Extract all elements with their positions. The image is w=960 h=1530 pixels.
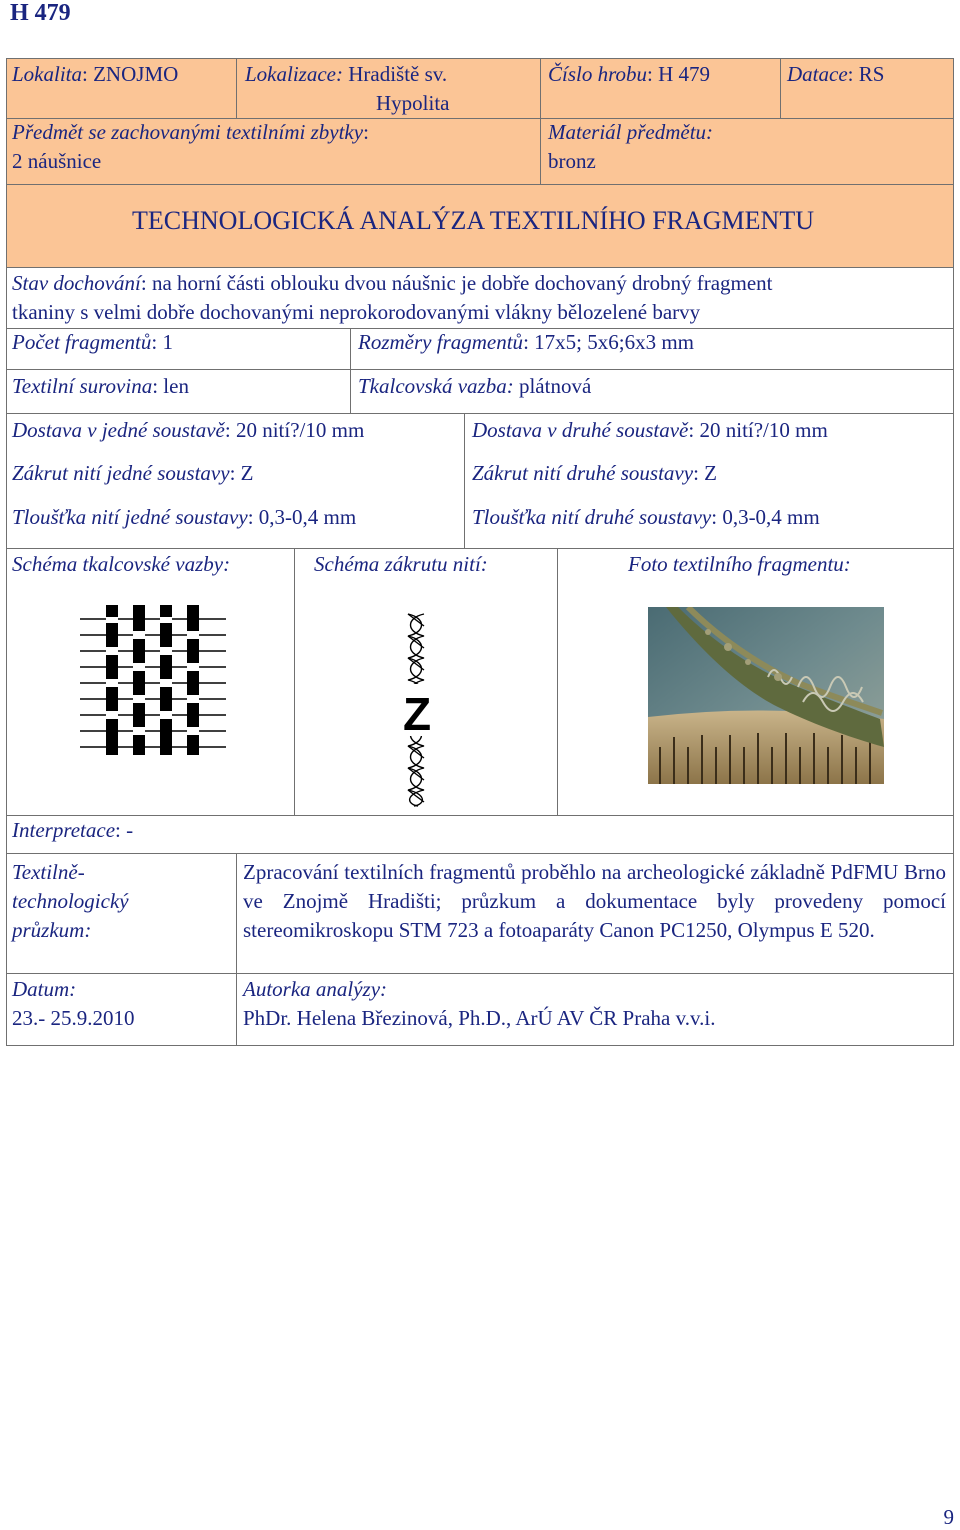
tloustka2-value: 0,3-0,4 mm <box>722 505 820 529</box>
interpretace-value: - <box>126 818 134 842</box>
divider <box>464 413 465 548</box>
tkalcovska-vazba <box>358 372 591 401</box>
divider <box>6 973 954 974</box>
twist-diagram <box>396 612 440 808</box>
zakrut1-label: Zákrut nití jedné soustavy <box>12 461 230 485</box>
predmet-value: 2 náušnice <box>12 149 102 173</box>
tloustka-jedne: Tloušťka nití jedné soustavy: 0,3-0,4 mm <box>12 505 357 529</box>
dostava1-label: Dostava v jedné soustavě <box>12 418 225 442</box>
dostava-jedne: Dostava v jedné soustavě: 20 nití?/10 mm <box>12 418 365 442</box>
zakrut2-value: Z <box>704 461 717 485</box>
surovina-value: len <box>163 374 189 398</box>
divider <box>6 369 954 370</box>
zakrut-jedne: Zákrut nití jedné soustavy: Z <box>12 461 254 485</box>
stav-line1: na horní části oblouku dvou náušnic je dobře dochovaný drobný fragment <box>151 271 773 295</box>
material <box>548 118 713 176</box>
divider <box>780 58 781 118</box>
zakrut1-value: Z <box>240 461 254 485</box>
dostava-druhe: Dostava v druhé soustavě: 20 nití?/10 mm <box>472 418 828 442</box>
divider <box>294 548 295 816</box>
predmet-label: Předmět se zachovanými textilními zbytky <box>12 120 364 144</box>
page-number: 9 <box>943 1505 954 1529</box>
schema-vazby-label: Schéma tkalcovské vazby: <box>12 552 231 576</box>
surovina-label: Textilní surovina <box>12 374 153 398</box>
material-value: bronz <box>548 149 596 173</box>
lokalita: Lokalita: ZNOJMO <box>12 62 179 86</box>
divider <box>236 58 237 118</box>
interpretace: Interpretace: - <box>12 818 134 842</box>
fragment-photo <box>648 607 884 784</box>
datum-label: Datum: <box>12 977 77 1001</box>
datace: Datace: RS <box>787 62 885 86</box>
pruzkum-text: Zpracování textilních fragmentů proběhlo na archeologické základně PdFMU Brno ve Znojmě Hradišti; průzkum a dokumentace byly provedeny pomocí stereomikroskopu STM 723 a fotoaparáty Canon PC1250, Olympus E 520. <box>243 860 946 942</box>
divider <box>236 853 237 1046</box>
material-label: Materiál předmětu: <box>548 120 714 144</box>
twist-letter: Z <box>402 688 432 740</box>
weave-diagram <box>80 605 226 757</box>
divider <box>557 548 558 816</box>
zakrut-druhe: Zákrut nití druhé soustavy: Z <box>472 461 717 485</box>
tloustka1-value: 0,3-0,4 mm <box>258 505 357 529</box>
pocet-fragmentu: Počet fragmentů: 1 <box>12 330 173 354</box>
datace-value: RS <box>858 62 885 86</box>
divider <box>6 853 954 854</box>
zakrut2-label: Zákrut nití druhé soustavy <box>472 461 694 485</box>
textilni-surovina: Textilní surovina: len <box>12 374 189 398</box>
stav-line2: tkaniny s velmi dobře dochovanými neprokorodovanými vlákny bělozelené barvy <box>12 300 701 324</box>
pocet-value: 1 <box>162 330 173 354</box>
tloustka1-label: Tloušťka nití jedné soustavy <box>12 505 248 529</box>
cislo-hrobu: Číslo hrobu: H 479 <box>548 62 711 86</box>
dostava2-label: Dostava v druhé soustavě <box>472 418 689 442</box>
stav-dochovani: Stav dochování: na horní části oblouku dvou náušnic je dobře dochovaný drobný fragment tkaniny s velmi dobře dochovanými neprokorodovanými vlákny bělozelené barvy <box>12 271 773 324</box>
autorka <box>243 975 715 1033</box>
lokalizace-label: Lokalizace: <box>245 62 343 86</box>
schema-zakrutu-label: Schéma zákrutu nití: <box>314 552 488 576</box>
stav-label: Stav dochování <box>12 271 141 295</box>
pocet-label: Počet fragmentů <box>12 330 152 354</box>
lokalizace <box>245 60 535 89</box>
section-heading: TECHNOLOGICKÁ ANALÝZA TEXTILNÍHO FRAGMENTU <box>132 206 814 235</box>
cislo-label: Číslo hrobu <box>548 62 647 86</box>
autorka-value: PhDr. Helena Březinová, Ph.D., ArÚ AV ČR Praha v.v.i. <box>243 1006 716 1030</box>
tloustka2-label: Tloušťka nití druhé soustavy <box>472 505 712 529</box>
divider <box>6 184 954 185</box>
rozmery-label: Rozměry fragmentů <box>358 330 524 354</box>
interpretace-label: Interpretace <box>12 818 116 842</box>
foto-label: Foto textilního fragmentu: <box>628 552 851 576</box>
vazba-value: plátnová <box>518 374 592 398</box>
dostava2-value: 20 nití?/10 mm <box>699 418 828 442</box>
cislo-value: H 479 <box>658 62 711 86</box>
divider <box>6 413 954 414</box>
divider <box>540 58 541 184</box>
datum-value: 23.- 25.9.2010 <box>12 1006 135 1030</box>
tloustka-druhe: Tloušťka nití druhé soustavy: 0,3-0,4 mm <box>472 505 820 529</box>
divider <box>350 328 351 414</box>
page-title: H 479 <box>10 0 71 26</box>
dostava1-value: 20 nití?/10 mm <box>235 418 365 442</box>
pruzkum-label: Textilně- technologický průzkum: <box>12 860 129 942</box>
datace-label: Datace <box>787 62 848 86</box>
rozmery-fragmentu: Rozměry fragmentů: 17x5; 5x6;6x3 mm <box>358 330 694 354</box>
vazba-label: Tkalcovská vazba: <box>358 374 514 398</box>
autorka-label: Autorka analýzy: <box>243 977 388 1001</box>
lokalizace-value-2: Hypolita <box>376 91 450 115</box>
divider <box>6 548 954 549</box>
lokalita-value: ZNOJMO <box>93 62 179 86</box>
rozmery-value: 17x5; 5x6;6x3 mm <box>534 330 694 354</box>
datum <box>12 975 135 1033</box>
lokalizace-value-1: Hradiště sv. <box>348 62 448 86</box>
lokalita-label: Lokalita <box>12 62 83 86</box>
predmet: Předmět se zachovanými textilními zbytky: 2 náušnice <box>12 120 369 173</box>
